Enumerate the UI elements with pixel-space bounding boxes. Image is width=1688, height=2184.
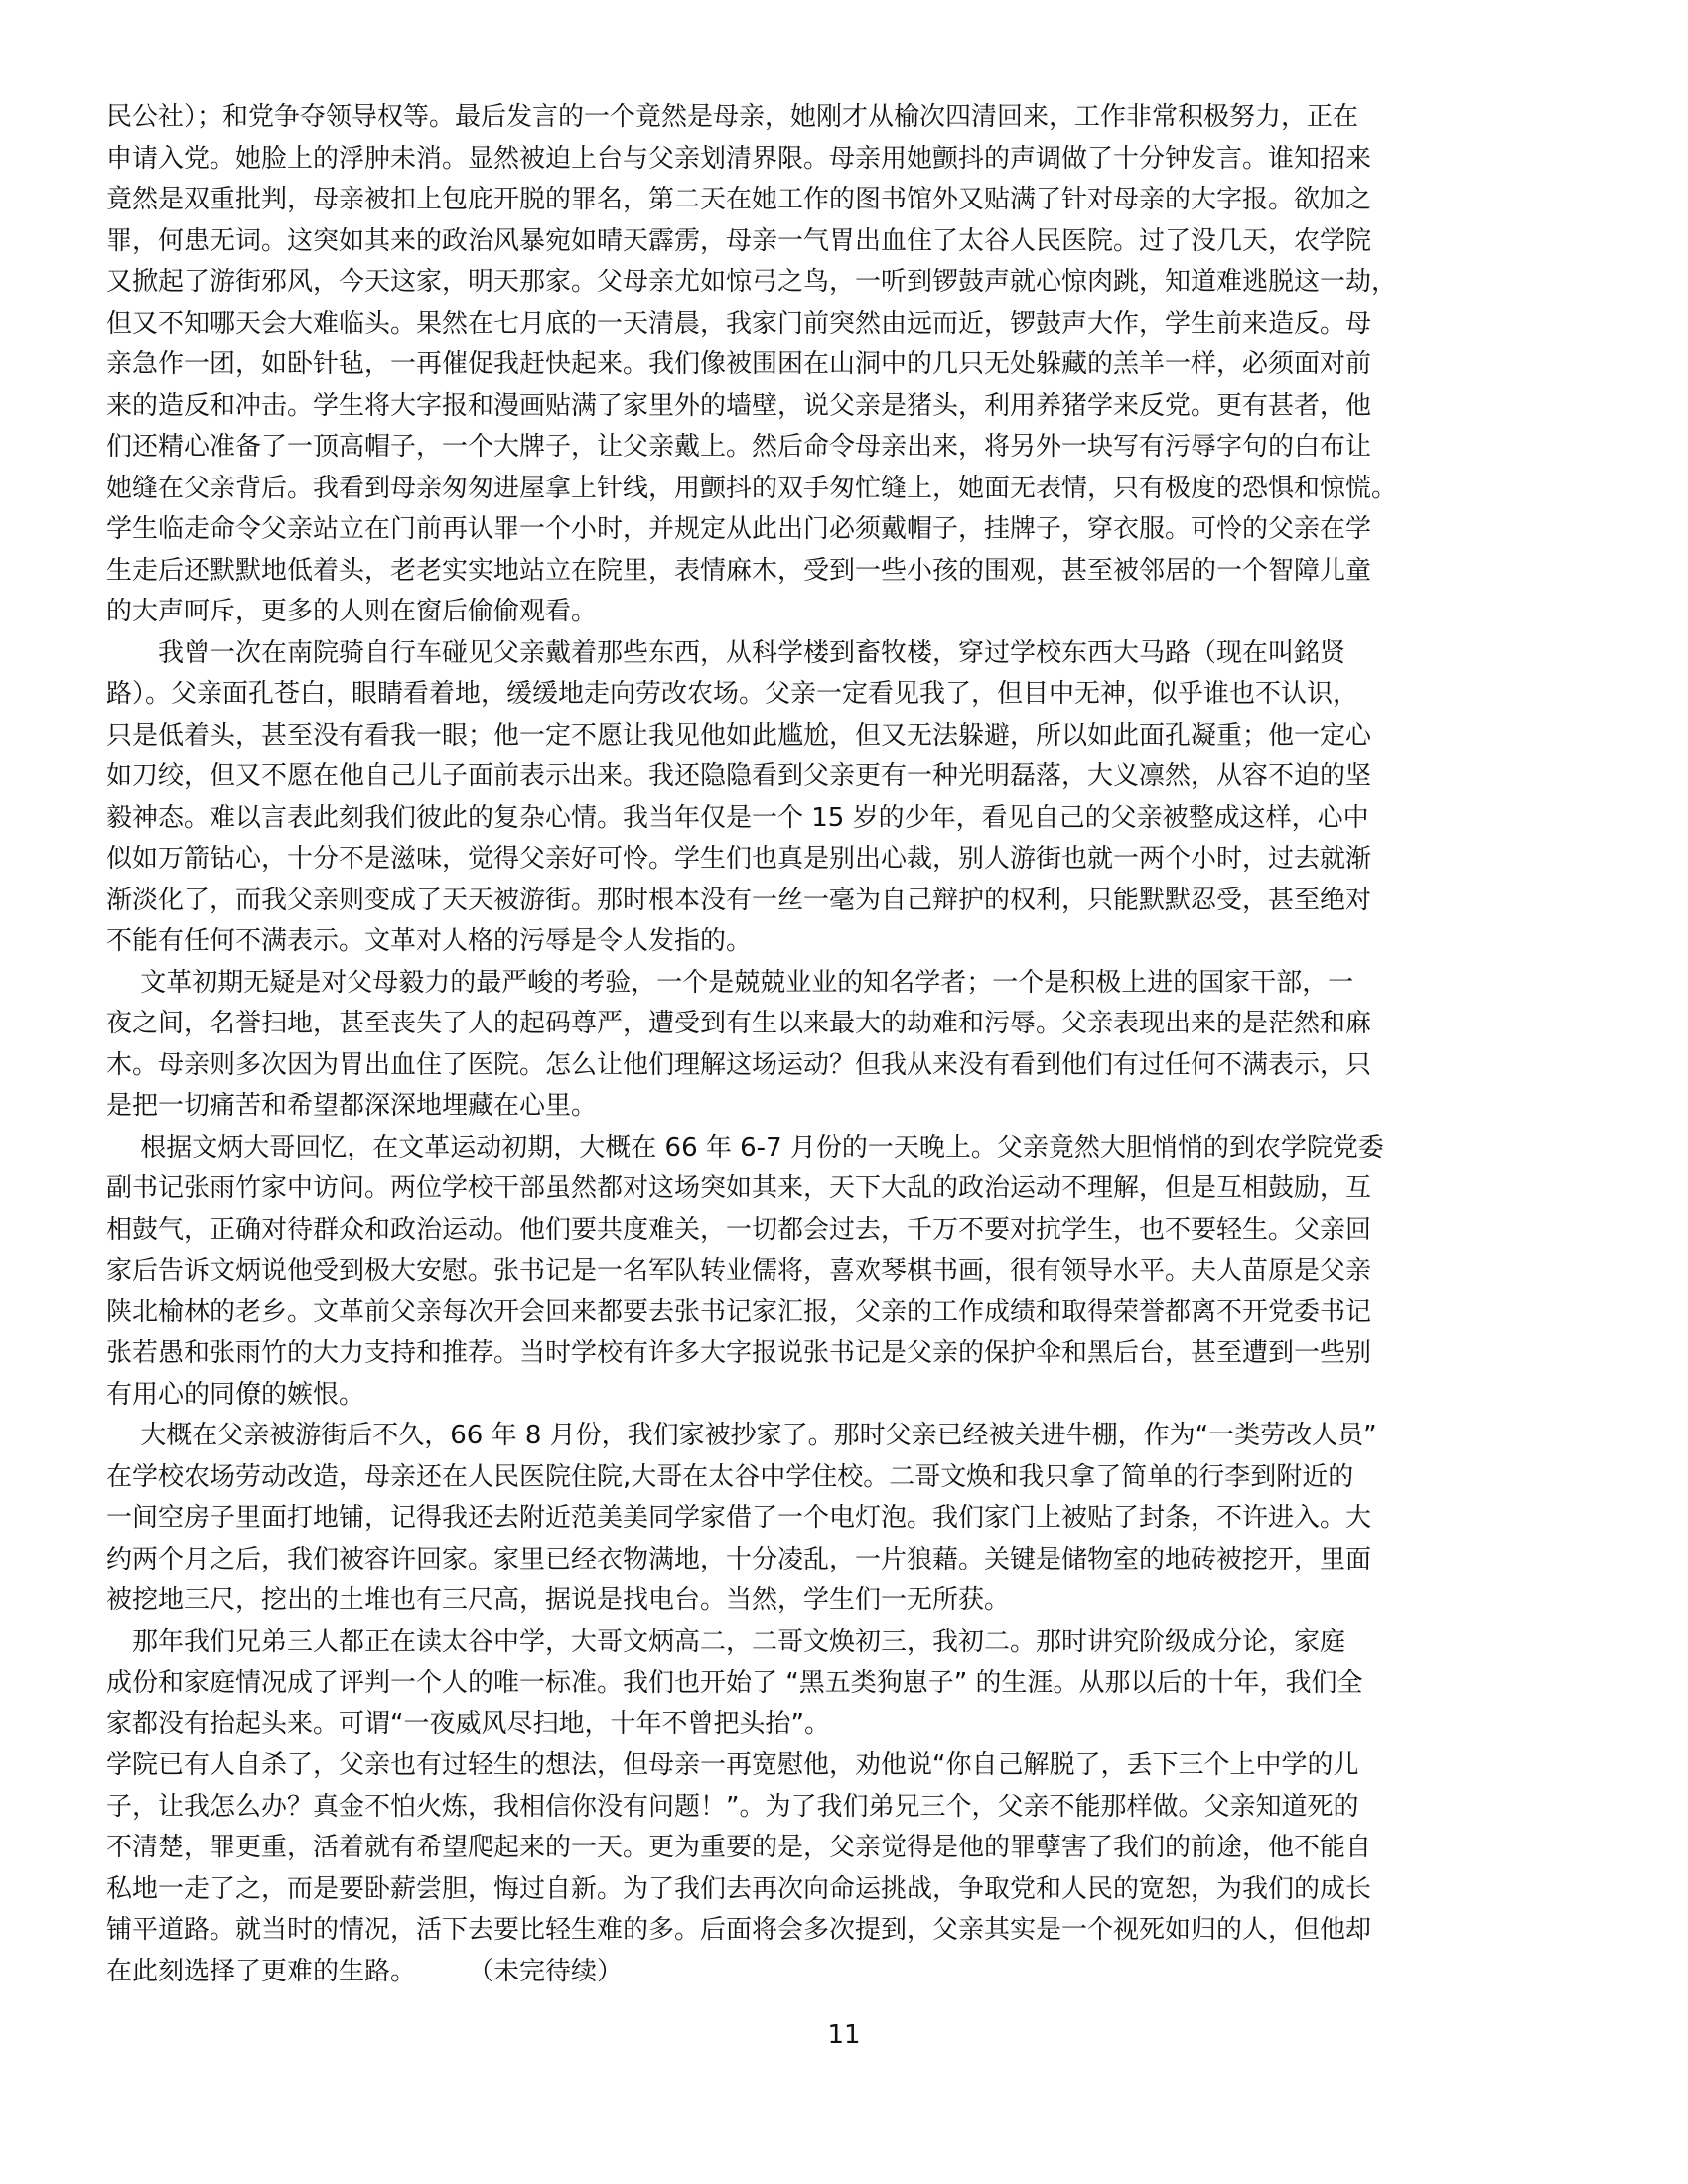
text-line: 在学校农场劳动改造，母亲还在人民医院住院,大哥在太谷中学住校。二哥文焕和我只拿了简单的行李到附近的 <box>106 1461 1354 1492</box>
page-number: 11 <box>827 2020 861 2050</box>
text-line: 相鼓气，正确对待群众和政治运动。他们要共度难关，一切都会过去，千万不要对抗学生，也不要轻生。父亲回 <box>106 1214 1372 1245</box>
text-line: 家都没有抬起头来。可谓“一夜威风尽扫地，十年不曾把头抬”。 <box>106 1708 830 1739</box>
text-line: 我曾一次在南院骑自行车碰见父亲戴着那些东西，从科学楼到畜牧楼，穿过学校东西大马路（现在叫銘贤 <box>106 637 1346 668</box>
text-line: 渐淡化了，而我父亲则变成了天天被游街。那时根本没有一丝一毫为自己辩护的权利，只能默默忍受，甚至绝对 <box>106 885 1372 915</box>
text-line: 在此刻选择了更难的生路。 （未完待续） <box>106 1956 624 1986</box>
text-line: 有用心的同僚的嫉恨。 <box>106 1379 365 1410</box>
text-line: 生走后还默默地低着头，老老实实地站立在院里，表情麻木，受到一些小孩的围观，甚至被邻居的一个智障儿童 <box>106 555 1372 586</box>
text-line: 如刀绞，但又不愿在他自己儿子面前表示出来。我还隐隐看到父亲更有一种光明磊落，大义凛然，从容不迫的坚 <box>106 761 1372 791</box>
body-text <box>106 97 1616 1992</box>
text-line: 文革初期无疑是对父母毅力的最严峻的考验，一个是兢兢业业的知名学者；一个是积极上进的国家干部，一 <box>106 967 1354 998</box>
text-line: 副书记张雨竹家中访问。两位学校干部虽然都对这场突如其来，天下大乱的政治运动不理解，但是互相鼓励，互 <box>106 1173 1372 1203</box>
text-line: 路）。父亲面孔苍白，眼睛看着地，缓缓地走向劳改农场。父亲一定看见我了，但目中无神，似乎谁也不认识， <box>106 679 1359 709</box>
text-line: 她缝在父亲背后。我看到母亲匆匆进屋拿上针线，用颤抖的双手匆忙缝上，她面无表情，只有极度的恐惧和惊慌。 <box>106 473 1398 503</box>
text-line: 家后告诉文炳说他受到极大安慰。张书记是一名军队转业儒将，喜欢琴棋书画，很有领导水平。夫人苗原是父亲 <box>106 1256 1372 1286</box>
text-line: 竟然是双重批判，母亲被扣上包庇开脱的罪名，第二天在她工作的图书馆外又贴满了针对母亲的大字报。欲加之 <box>106 185 1372 214</box>
text-line: 成份和家庭情况成了评判一个人的唯一标准。我们也开始了 “黑五类狗崽子” 的生涯。从那以后的十年，我们全 <box>106 1668 1363 1698</box>
text-line: 被挖地三尺，挖出的土堆也有三尺高，据说是找电台。当然，学生们一无所获。 <box>106 1585 1011 1615</box>
text-line: 但又不知哪天会大难临头。果然在七月底的一天清晨，我家门前突然由远而近，锣鼓声大作，学生前来造反。母 <box>106 308 1372 339</box>
text-line: 夜之间，名誉扫地，甚至丧失了人的起码尊严，遭受到有生以来最大的劫难和污辱。父亲表现出来的是茫然和麻 <box>106 1009 1372 1038</box>
text-line: 约两个月之后，我们被容许回家。家里已经衣物满地，十分凌乱，一片狼藉。关键是储物室的地砖被挖开，里面 <box>106 1544 1372 1574</box>
text-line: 亲急作一团，如卧针毡，一再催促我赶快起来。我们像被围困在山洞中的几只无处躲藏的羔羊一样，必须面对前 <box>106 349 1372 379</box>
text-line: 似如万箭钻心，十分不是滋味，觉得父亲好可怜。学生们也真是别出心裁，别人游街也就一两个小时，过去就渐 <box>106 844 1372 874</box>
text-line: 只是低着头，甚至没有看我一眼；他一定不愿让我见他如此尴尬，但又无法躲避，所以如此面孔凝重；他一定心 <box>106 720 1372 751</box>
text-line: 学生临走命令父亲站立在门前再认罪一个小时，并规定从此出门必须戴帽子，挂牌子，穿衣服。可怜的父亲在学 <box>106 514 1372 544</box>
text-line: 们还精心准备了一顶高帽子，一个大牌子，让父亲戴上。然后命令母亲出来，将另外一块写有污辱字句的白布让 <box>106 432 1372 462</box>
text-line: 是把一切痛苦和希望都深深地埋藏在心里。 <box>106 1091 598 1121</box>
text-line: 不能有任何不满表示。文革对人格的污辱是令人发指的。 <box>106 926 753 956</box>
text-line: 来的造反和冲击。学生将大字报和漫画贴满了家里外的墙壁，说父亲是猪头，利用养猪学来反党。更有甚者，他 <box>106 390 1372 421</box>
text-line: 那年我们兄弟三人都正在读太谷中学，大哥文炳高二，二哥文焕初三，我初二。那时讲究阶级成分论，家庭 <box>106 1626 1346 1657</box>
text-line: 毅神态。难以言表此刻我们彼此的复杂心情。我当年仅是一个 15 岁的少年，看见自己的父亲被整成这样，心中 <box>106 802 1369 833</box>
text-line: 铺平道路。就当时的情况，活下去要比轻生难的多。后面将会多次提到，父亲其实是一个视死如归的人，但他却 <box>106 1915 1372 1945</box>
text-line: 张若愚和张雨竹的大力支持和推荐。当时学校有许多大字报说张书记是父亲的保护伞和黑后台，甚至遭到一些别 <box>106 1338 1372 1368</box>
text-line: 根据文炳大哥回忆，在文革运动初期，大概在 66 年 6-7 月份的一天晚上。父亲竟然大胆悄悄的到农学院党委 <box>106 1132 1384 1162</box>
text-line: 不清楚，罪更重，活着就有希望爬起来的一天。更为重要的是，父亲觉得是他的罪孽害了我们的前途，他不能自 <box>106 1833 1372 1862</box>
text-line: 木。母亲则多次因为胃出血住了医院。怎么让他们理解这场运动？但我从来没有看到他们有过任何不满表示，只 <box>106 1049 1372 1080</box>
text-line: 一间空房子里面打地铺，记得我还去附近范美美同学家借了一个电灯泡。我们家门上被贴了封条，不许进入。大 <box>106 1503 1372 1533</box>
text-line: 的大声呵斥，更多的人则在窗后偷偷观看。 <box>106 597 598 626</box>
text-line: 民公社）；和党争夺领导权等。最后发言的一个竟然是母亲，她刚才从榆次四清回来，工作非常积极努力，正在 <box>106 102 1359 132</box>
text-line: 申请入党。她脸上的浮肿未消。显然被迫上台与父亲划清界限。母亲用她颤抖的声调做了十分钟发言。谁知招来 <box>106 143 1372 174</box>
text-line: 陕北榆林的老乡。文革前父亲每次开会回来都要去张书记家汇报，父亲的工作成绩和取得荣誉都离不开党委书记 <box>106 1297 1372 1327</box>
text-line: 学院已有人自杀了，父亲也有过轻生的想法，但母亲一再宽慰他，劝他说“你自己解脱了，丢下三个上中学的儿 <box>106 1750 1359 1780</box>
text-line: 又掀起了游街邪风，今天这家，明天那家。父母亲尤如惊弓之鸟，一听到锣鼓声就心惊肉跳，知道难逃脱这一劫， <box>106 267 1398 297</box>
text-line: 大概在父亲被游街后不久，66 年 8 月份，我们家被抄家了。那时父亲已经被关进牛棚，作为“一类劳改人员” <box>106 1421 1377 1450</box>
text-line: 罪，何患无词。这突如其来的政治风暴宛如晴天霹雳，母亲一气胃出血住了太谷人民医院。过了没几天，农学院 <box>106 225 1372 256</box>
text-line: 子，让我怎么办？真金不怕火炼，我相信你没有问题！”。为了我们弟兄三个，父亲不能那样做。父亲知道死的 <box>106 1791 1359 1822</box>
text-line: 私地一走了之，而是要卧薪尝胆，悔过自新。为了我们去再次向命运挑战，争取党和人民的宽恕，为我们的成长 <box>106 1873 1372 1904</box>
